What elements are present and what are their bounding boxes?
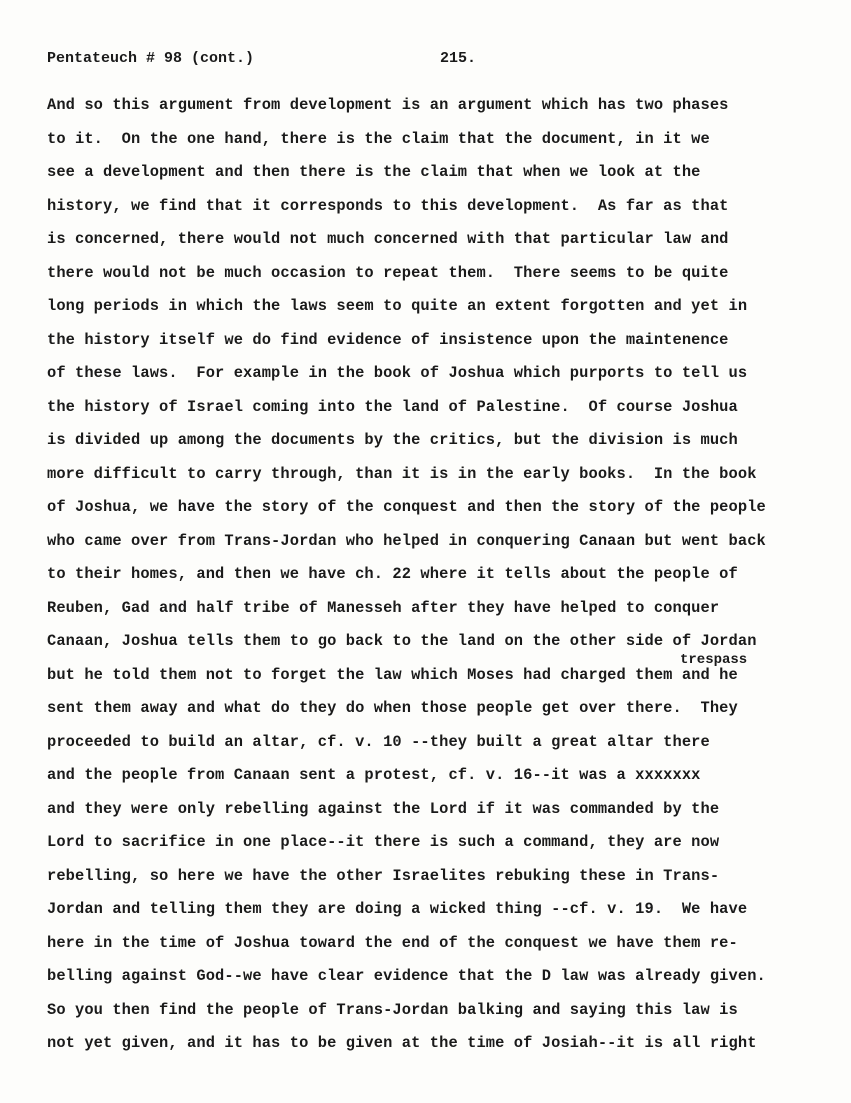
text-line: of Joshua, we have the story of the conquest and then the story of the people <box>47 498 766 516</box>
interlinear-insert: trespass <box>680 652 748 668</box>
text-line: and they were only rebelling against the Lord if it was commanded by the <box>47 799 720 818</box>
text-line: is concerned, there would not much concerned with that particular law and <box>47 230 729 248</box>
text-line: the history of Israel coming into the land of Palestine. Of course Joshua <box>47 397 738 416</box>
text-line: to it. On the one hand, there is the claim that the document, in it we <box>47 129 710 148</box>
text-line: the history itself we do find evidence of insistence upon the maintenence <box>47 330 729 349</box>
text-line: there would not be much occasion to repeat them. There seems to be quite <box>47 263 729 282</box>
text-line: Lord to sacrifice in one place--it there is such a command, they are now <box>47 833 720 851</box>
text-line: not yet given, and it has to be given at the time of Josiah--it is all right <box>47 1034 757 1052</box>
text-line: Jordan and telling them they are doing a wicked thing --cf. v. 19. We have <box>47 900 748 918</box>
text-line: here in the time of Joshua toward the end of the conquest we have them re- <box>47 933 738 952</box>
text-line: long periods in which the laws seem to quite an extent forgotten and yet in <box>47 297 748 315</box>
page-header-title: Pentateuch # 98 (cont.) <box>47 50 255 67</box>
text-line: and the people from Canaan sent a protest, cf. v. 16--it was a xxxxxxx <box>47 766 701 784</box>
text-line: Canaan, Joshua tells them to go back to the land on the other side of Jordan <box>47 632 757 650</box>
text-line: more difficult to carry through, than it is in the early books. In the book <box>47 464 757 483</box>
text-line: Reuben, Gad and half tribe of Manesseh after they have helped to conquer <box>47 598 720 617</box>
text-line: is divided up among the documents by the critics, but the division is much <box>47 431 738 449</box>
text-line: but he told them not to forget the law which Moses had charged them and he <box>47 665 738 684</box>
text-line: sent them away and what do they do when those people get over there. They <box>47 699 738 717</box>
text-line: So you then find the people of Trans-Jordan balking and saying this law is <box>47 1000 738 1019</box>
text-line: And so this argument from development is an argument which has two phases <box>47 96 729 114</box>
text-line: history, we find that it corresponds to this development. As far as that <box>47 196 729 215</box>
page-number: 215. <box>440 50 477 67</box>
text-line: proceeded to build an altar, cf. v. 10 --they built a great altar there <box>47 732 710 751</box>
text-line: of these laws. For example in the book of Joshua which purports to tell us <box>47 364 748 382</box>
text-line: to their homes, and then we have ch. 22 where it tells about the people of <box>47 565 738 583</box>
text-line: rebelling, so here we have the other Israelites rebuking these in Trans- <box>47 866 720 885</box>
text-line: see a development and then there is the claim that when we look at the <box>47 163 701 181</box>
text-line: who came over from Trans-Jordan who helped in conquering Canaan but went back <box>47 531 766 550</box>
text-line: belling against God--we have clear evidence that the D law was already given. <box>47 967 766 985</box>
